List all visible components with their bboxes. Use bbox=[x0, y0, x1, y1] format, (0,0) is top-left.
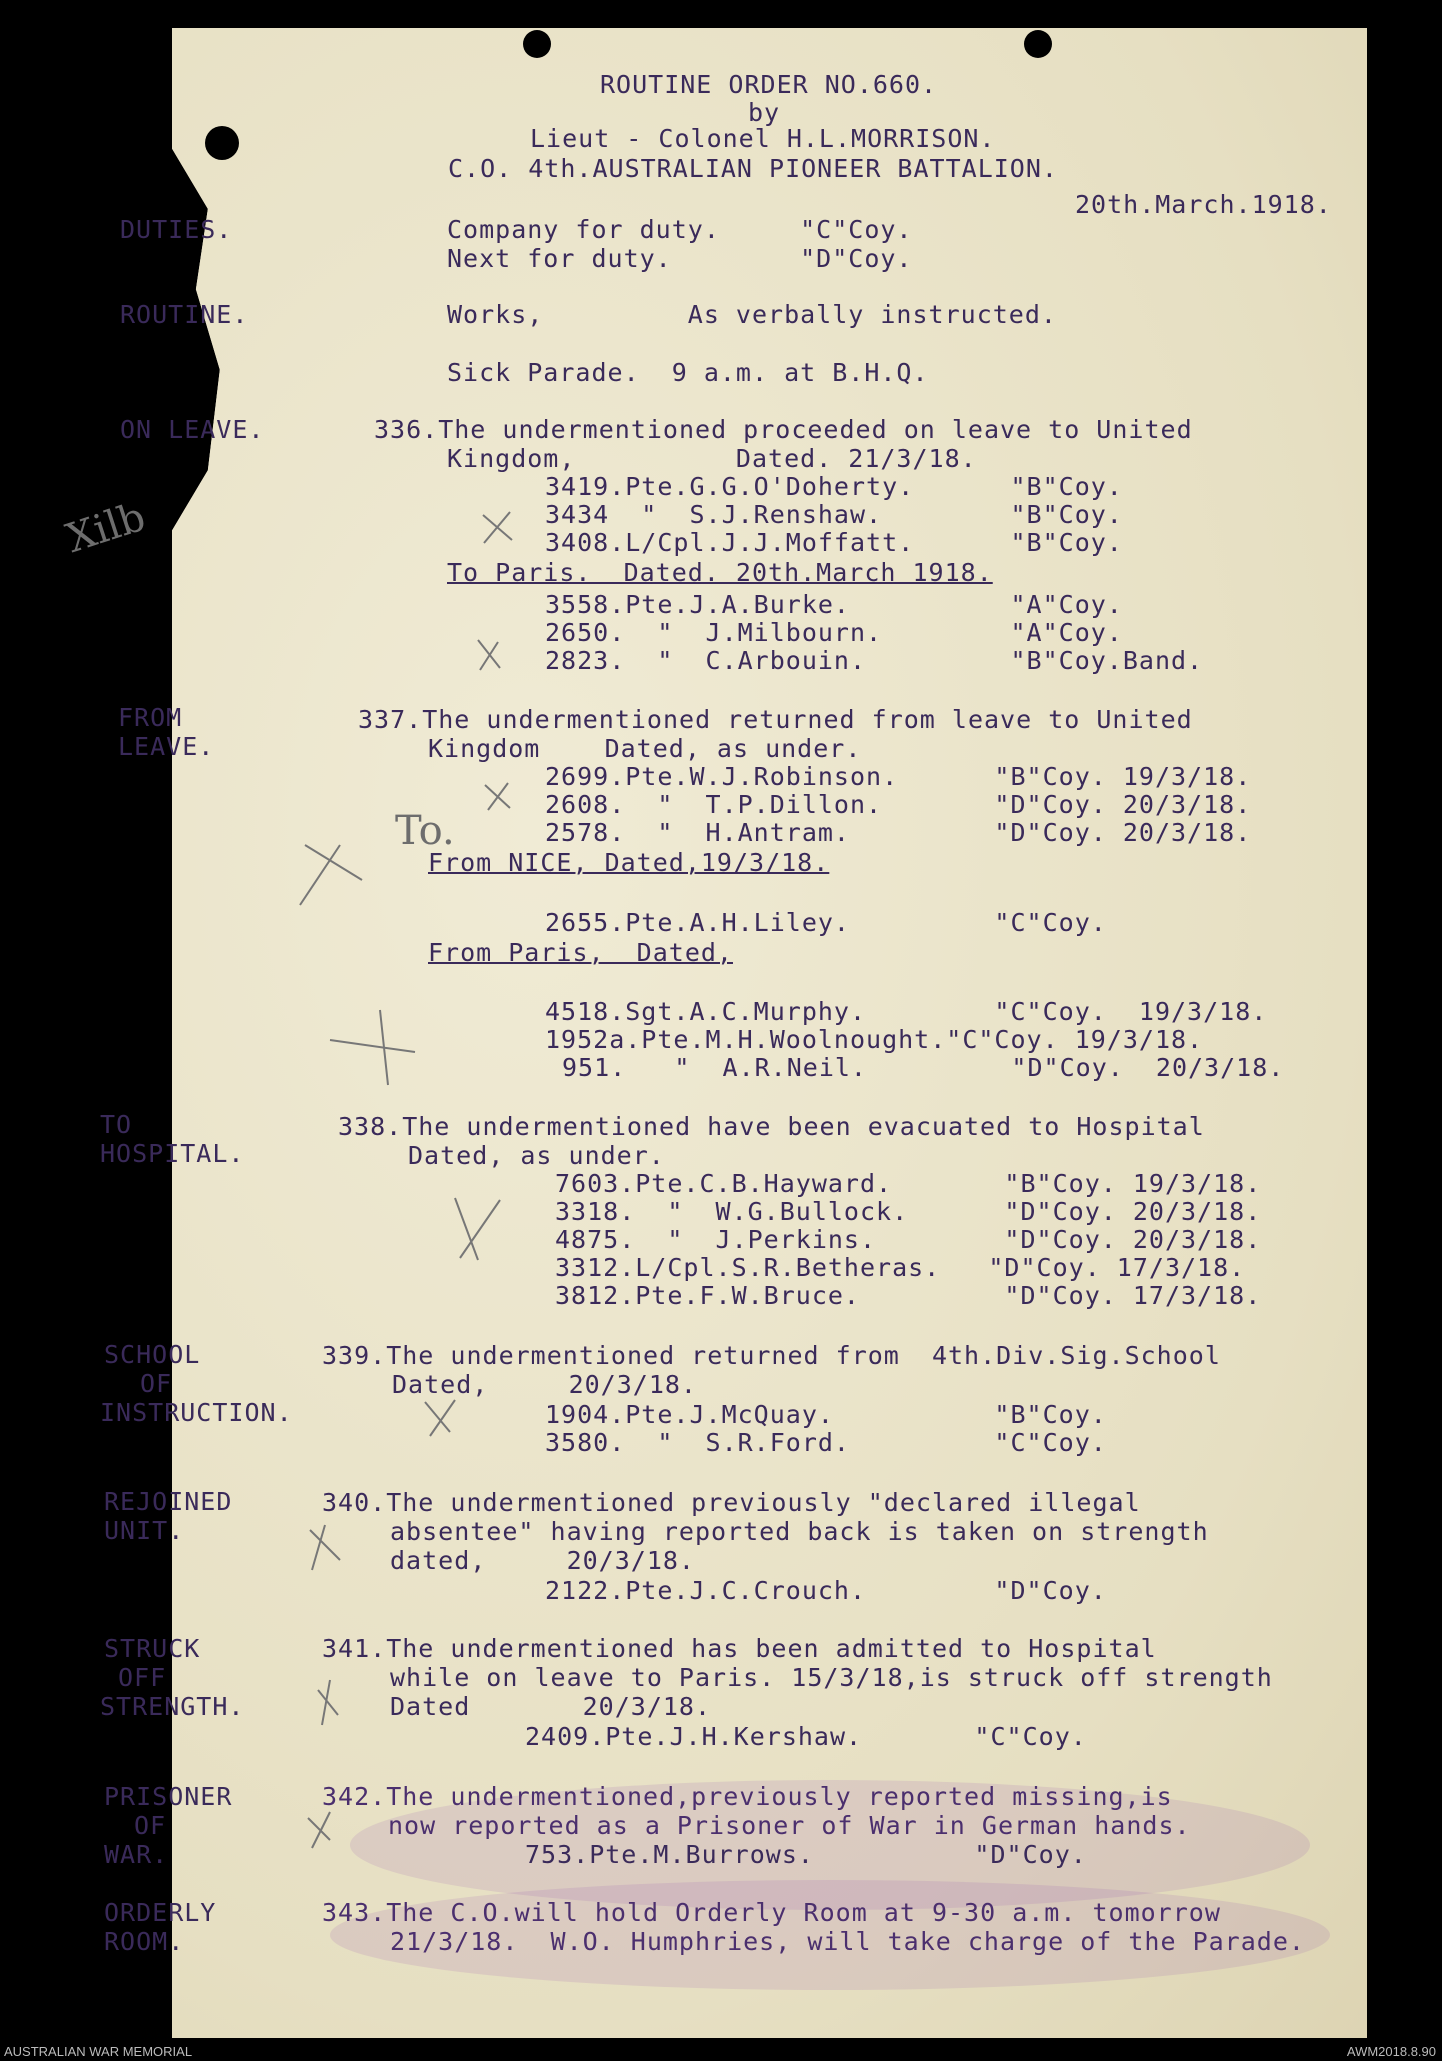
roll-entry: 2699.Pte.W.J.Robinson. "B"Coy. 19/3/18. bbox=[545, 762, 1252, 791]
roll-entry: 2409.Pte.J.H.Kershaw. "C"Coy. bbox=[525, 1722, 1087, 1751]
order-paragraph: dated, 20/3/18. bbox=[390, 1546, 695, 1575]
roll-entry: 2655.Pte.A.H.Liley. "C"Coy. bbox=[545, 908, 1107, 937]
roll-entry: 1904.Pte.J.McQuay. "B"Coy. bbox=[545, 1400, 1107, 1429]
section-label-prisoner: OF bbox=[134, 1811, 167, 1840]
section-label-prisoner: WAR. bbox=[104, 1840, 169, 1869]
section-label-struck: STRENGTH. bbox=[100, 1692, 245, 1721]
section-label-rejoined: REJOINED bbox=[104, 1487, 233, 1516]
roll-entry: 951. " A.R.Neil. "D"Coy. 20/3/18. bbox=[562, 1053, 1285, 1082]
section-label-from-leave: FROM bbox=[118, 703, 183, 732]
roll-entry: 3408.L/Cpl.J.J.Moffatt. "B"Coy. bbox=[545, 528, 1123, 557]
order-paragraph: 337.The undermentioned returned from leave to United bbox=[358, 705, 1193, 734]
roll-entry: 3318. " W.G.Bullock. "D"Coy. 20/3/18. bbox=[555, 1197, 1262, 1226]
section-label-school: SCHOOL bbox=[104, 1340, 201, 1369]
roll-entry: 4518.Sgt.A.C.Murphy. "C"Coy. 19/3/18. bbox=[545, 997, 1268, 1026]
roll-entry: 2122.Pte.J.C.Crouch. "D"Coy. bbox=[545, 1576, 1107, 1605]
section-label-rejoined: UNIT. bbox=[104, 1516, 185, 1545]
roll-entry: 3558.Pte.J.A.Burke. "A"Coy. bbox=[545, 590, 1123, 619]
section-label-on-leave: ON LEAVE. bbox=[120, 415, 265, 444]
roll-entry: 2608. " T.P.Dillon. "D"Coy. 20/3/18. bbox=[545, 790, 1252, 819]
roll-entry: 4875. " J.Perkins. "D"Coy. 20/3/18. bbox=[555, 1225, 1262, 1254]
punch-hole bbox=[523, 30, 551, 58]
roll-entry: 3580. " S.R.Ford. "C"Coy. bbox=[545, 1428, 1107, 1457]
order-paragraph: Dated, 20/3/18. bbox=[392, 1370, 697, 1399]
routine-line: Works, As verbally instructed. bbox=[447, 300, 1057, 329]
roll-entry: 2650. " J.Milbourn. "A"Coy. bbox=[545, 618, 1123, 647]
order-paragraph: now reported as a Prisoner of War in German hands. bbox=[388, 1811, 1191, 1840]
punch-hole bbox=[1024, 30, 1052, 58]
section-label-struck: OFF bbox=[118, 1663, 167, 1692]
roll-entry: 1952a.Pte.M.H.Woolnought."C"Coy. 19/3/18. bbox=[545, 1025, 1204, 1054]
order-paragraph: Kingdom Dated, as under. bbox=[428, 734, 862, 763]
order-officer: Lieut - Colonel H.L.MORRISON. bbox=[530, 124, 996, 153]
duties-line: Company for duty. "C"Coy. bbox=[447, 215, 913, 244]
section-label-to-hospital: HOSPITAL. bbox=[100, 1139, 245, 1168]
roll-entry: 3434 " S.J.Renshaw. "B"Coy. bbox=[545, 500, 1123, 529]
order-paragraph: 338.The undermentioned have been evacuated to Hospital bbox=[338, 1112, 1205, 1141]
order-paragraph: 342.The undermentioned,previously reported missing,is bbox=[322, 1782, 1173, 1811]
sub-heading: From Paris, Dated, bbox=[428, 938, 733, 967]
order-paragraph: Kingdom, Dated. 21/3/18. bbox=[447, 444, 977, 473]
section-label-orderly: ROOM. bbox=[104, 1927, 185, 1956]
order-paragraph: Dated 20/3/18. bbox=[390, 1692, 712, 1721]
pencil-margin-note: Xilb bbox=[60, 493, 151, 563]
order-title: ROUTINE ORDER NO.660. bbox=[600, 70, 938, 99]
footer-credit: AUSTRALIAN WAR MEMORIAL bbox=[4, 2044, 193, 2059]
roll-entry: 3419.Pte.G.G.O'Doherty. "B"Coy. bbox=[545, 472, 1123, 501]
order-paragraph: absentee" having reported back is taken on strength bbox=[390, 1517, 1209, 1546]
section-label-prisoner: PRISONER bbox=[104, 1782, 233, 1811]
section-label-school: OF bbox=[140, 1369, 173, 1398]
section-label-school: INSTRUCTION. bbox=[100, 1398, 293, 1427]
order-paragraph: 343.The C.O.will hold Orderly Room at 9-30 a.m. tomorrow bbox=[322, 1898, 1221, 1927]
section-label-duties: DUTIES. bbox=[120, 215, 233, 244]
routine-line: Sick Parade. 9 a.m. at B.H.Q. bbox=[447, 358, 929, 387]
order-paragraph: 341.The undermentioned has been admitted to Hospital bbox=[322, 1634, 1157, 1663]
order-paragraph: 21/3/18. W.O. Humphries, will take charge of the Parade. bbox=[390, 1927, 1305, 1956]
section-label-orderly: ORDERLY bbox=[104, 1898, 217, 1927]
section-label-to-hospital: TO bbox=[100, 1110, 133, 1139]
section-label-from-leave: LEAVE. bbox=[118, 732, 215, 761]
section-label-routine: ROUTINE. bbox=[120, 300, 249, 329]
section-label-struck: STRUCK bbox=[104, 1634, 201, 1663]
roll-entry: 7603.Pte.C.B.Hayward. "B"Coy. 19/3/18. bbox=[555, 1169, 1262, 1198]
order-paragraph: Dated, as under. bbox=[408, 1141, 665, 1170]
order-unit: C.O. 4th.AUSTRALIAN PIONEER BATTALION. bbox=[448, 154, 1058, 183]
pencil-to-note: To. bbox=[395, 808, 455, 854]
sub-heading: To Paris. Dated. 20th.March 1918. bbox=[447, 558, 993, 587]
order-paragraph: 339.The undermentioned returned from 4th.Div.Sig.School bbox=[322, 1341, 1221, 1370]
roll-entry: 753.Pte.M.Burrows. "D"Coy. bbox=[525, 1840, 1087, 1869]
order-paragraph: while on leave to Paris. 15/3/18,is struck off strength bbox=[390, 1663, 1273, 1692]
punch-hole bbox=[205, 126, 239, 160]
order-by: by bbox=[748, 98, 781, 127]
order-paragraph: 340.The undermentioned previously "declared illegal bbox=[322, 1488, 1141, 1517]
roll-entry: 3812.Pte.F.W.Bruce. "D"Coy. 17/3/18. bbox=[555, 1281, 1262, 1310]
order-date: 20th.March.1918. bbox=[1075, 190, 1332, 219]
roll-entry: 2578. " H.Antram. "D"Coy. 20/3/18. bbox=[545, 818, 1252, 847]
order-paragraph: 336.The undermentioned proceeded on leave to United bbox=[374, 415, 1193, 444]
roll-entry: 3312.L/Cpl.S.R.Betheras. "D"Coy. 17/3/18. bbox=[555, 1253, 1246, 1282]
duties-line: Next for duty. "D"Coy. bbox=[447, 244, 913, 273]
footer-reference: AWM2018.8.90 bbox=[1346, 2044, 1436, 2059]
roll-entry: 2823. " C.Arbouin. "B"Coy.Band. bbox=[545, 646, 1204, 675]
sub-heading: From NICE, Dated,19/3/18. bbox=[428, 848, 830, 877]
